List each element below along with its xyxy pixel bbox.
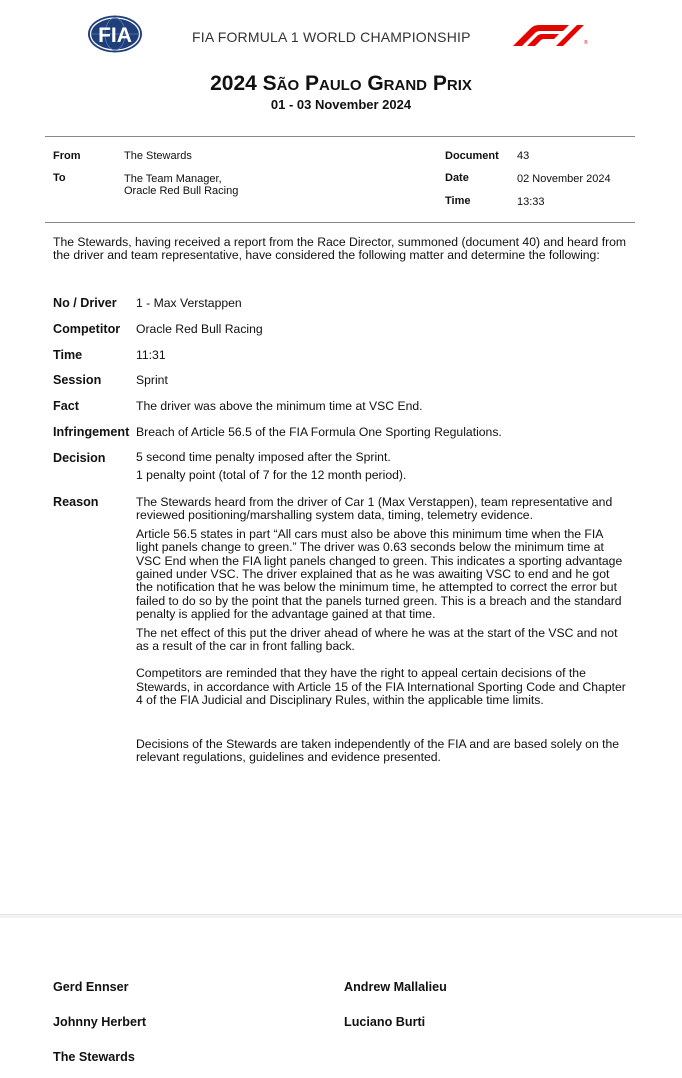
divider-bottom bbox=[45, 222, 635, 223]
fia-logo bbox=[86, 14, 144, 54]
date-value: 02 November 2024 bbox=[517, 173, 611, 185]
document-value: 43 bbox=[517, 150, 530, 162]
competitor-label: Competitor bbox=[53, 322, 121, 336]
divider-top bbox=[45, 136, 635, 137]
document-page-2 bbox=[0, 918, 682, 1078]
steward-luciano-burti: Luciano Burti bbox=[344, 1015, 426, 1029]
driver-value: 1 - Max Verstappen bbox=[136, 296, 242, 310]
session-label: Session bbox=[53, 373, 102, 387]
event-dates: 01 - 03 November 2024 bbox=[270, 97, 412, 112]
svg-text:®: ® bbox=[584, 40, 588, 46]
session-value: Sprint bbox=[136, 373, 168, 387]
to-value bbox=[124, 173, 238, 197]
signature-footer: The Stewards bbox=[53, 1050, 135, 1064]
competitor-value: Oracle Red Bull Racing bbox=[136, 322, 263, 336]
reason-value bbox=[136, 496, 626, 765]
to-line-1: The Team Manager, bbox=[124, 173, 222, 185]
decision-line-2: 1 penalty point (total of 7 for the 12 month period). bbox=[136, 468, 407, 483]
decision-value bbox=[136, 451, 634, 483]
reason-paragraph-3: The net effect of this put the driver ahead of where he was at the start of the VSC and not as a result of the car in front falling back. bbox=[136, 625, 618, 654]
event-name: São Paulo Grand Prix bbox=[262, 72, 472, 95]
time-value: 13:33 bbox=[517, 196, 545, 208]
appeal-note: Competitors are reminded that they have the right to appeal certain decisions of the Stewards, in accordance with Article 15 of the FIA International Sporting Code and Chapter 4 of the FIA Judicial and Disciplinary Rules, within the applicable time limits. bbox=[136, 666, 626, 708]
infringement-label: Infringement bbox=[53, 425, 130, 439]
from-value: The Stewards bbox=[124, 150, 192, 162]
date-label: Date bbox=[445, 172, 469, 184]
decision-label: Decision bbox=[53, 451, 106, 465]
independence-note: Decisions of the Stewards are taken independently of the FIA and are based solely on the relevant regulations, guidelines and evidence presented. bbox=[136, 736, 620, 765]
event-title bbox=[0, 72, 682, 96]
steward-johnny-herbert: Johnny Herbert bbox=[53, 1015, 147, 1029]
fact-value: The driver was above the minimum time at VSC End. bbox=[136, 399, 423, 413]
from-label: From bbox=[53, 150, 81, 162]
driver-label: No / Driver bbox=[53, 296, 117, 310]
event-year: 2024 bbox=[210, 72, 257, 95]
to-line-2: Oracle Red Bull Racing bbox=[124, 185, 239, 197]
reason-paragraph-2: Article 56.5 states in part “All cars must also be above this minimum time when the FIA light panels change to green.” The driver was 0.63 seconds below the minimum time at VSC End when the FIA light panels changed to green. This indicates a sporting advantage gained under VSC. The driver explained that as he was awaiting VSC to end and he got the notification that he was below the minimum time, he attempted to correct the error but failed to do so by the point that the panels turned green. This is a breach and the standard penalty is applied for the advantage gained at that time. bbox=[136, 526, 623, 622]
fia-logo-text: FIA bbox=[98, 24, 132, 47]
time-label: Time bbox=[445, 195, 471, 207]
decision-line-1: 5 second time penalty imposed after the Sprint. bbox=[136, 450, 391, 464]
document-label: Document bbox=[445, 150, 499, 162]
reason-label: Reason bbox=[53, 495, 99, 509]
steward-gerd-ennser: Gerd Ennser bbox=[53, 980, 129, 994]
intro-paragraph: The Stewards, having received a report from the Race Director, summoned (document 40) and heard from the driver and team representative, have considered the following matter and determine the following: bbox=[53, 235, 627, 263]
steward-andrew-mallalieu: Andrew Mallalieu bbox=[344, 980, 447, 994]
f1-logo bbox=[511, 24, 593, 46]
infringement-value: Breach of Article 56.5 of the FIA Formula One Sporting Regulations. bbox=[136, 425, 502, 439]
reason-paragraph-1: The Stewards heard from the driver of Car 1 (Max Verstappen), team representative and reviewed positioning/marshalling system data, timing, telemetry evidence. bbox=[136, 495, 613, 523]
incident-time-label: Time bbox=[53, 348, 83, 362]
championship-title: FIA FORMULA 1 WORLD CHAMPIONSHIP bbox=[192, 29, 471, 45]
fact-label: Fact bbox=[53, 399, 79, 413]
incident-time-value: 11:31 bbox=[136, 348, 166, 362]
to-label: To bbox=[53, 172, 66, 184]
